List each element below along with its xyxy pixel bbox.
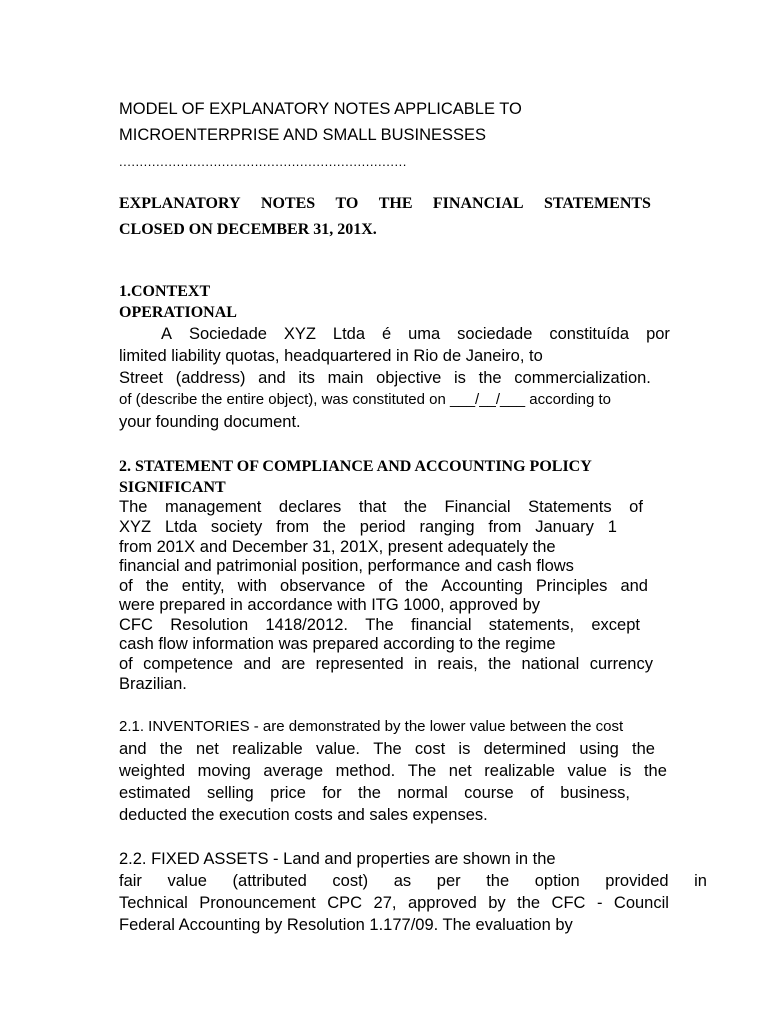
section1-line-3 (119, 368, 651, 388)
word: FINANCIAL (432, 195, 524, 212)
word: average (263, 762, 324, 780)
word: objective (376, 369, 442, 387)
word: moving (197, 762, 251, 780)
word: price (270, 784, 306, 802)
word: 27, (373, 894, 397, 912)
word: The (373, 740, 402, 758)
word: is (619, 762, 632, 780)
word: Resolution (170, 616, 249, 634)
word: weighted (119, 762, 186, 780)
section1-heading-2: OPERATIONAL (119, 304, 237, 321)
word: uma (408, 325, 441, 343)
section2-line-6: were prepared in accordance with ITG 1000, approved by (119, 596, 540, 614)
word: national (521, 655, 580, 673)
section2-line-2 (119, 517, 617, 537)
section22-line-2 (119, 871, 707, 891)
section1-line-5: your founding document. (119, 413, 301, 431)
section2-line-9 (119, 654, 653, 674)
word: period (359, 518, 406, 536)
word: the (322, 518, 346, 536)
word: of (119, 577, 133, 595)
word: entity, (181, 577, 225, 595)
word: commercialization. (514, 369, 651, 387)
section2-line-5 (119, 576, 648, 596)
word: STATEMENTS (543, 195, 651, 212)
word: provided (605, 872, 669, 890)
word: the (159, 740, 183, 758)
word: 1 (607, 518, 617, 536)
word: The (407, 762, 437, 780)
word: society (210, 518, 263, 536)
section2-line-10: Brazilian. (119, 675, 187, 693)
word: the (643, 762, 667, 780)
word: by (488, 894, 506, 912)
word: ranging (419, 518, 475, 536)
section1-heading-1: 1.CONTEXT (119, 283, 211, 300)
word: the (145, 577, 169, 595)
section1-line-4: of (describe the entire object), was constituted on ___/__/___ according to (119, 391, 611, 408)
section21-line-1: 2.1. INVENTORIES - are demonstrated by the lower value between the cost (119, 718, 624, 735)
section2-heading-1: 2. STATEMENT OF COMPLIANCE AND ACCOUNTING POLICY (119, 458, 592, 475)
section21-line-1 (119, 739, 655, 759)
word: declares (278, 498, 342, 516)
word: CFC (119, 616, 153, 634)
word: and (620, 577, 648, 595)
word: Ltda (332, 325, 366, 343)
word: method. (335, 762, 396, 780)
word: EXPLANATORY (119, 195, 241, 212)
word: January (535, 518, 594, 536)
word: Technical (119, 894, 188, 912)
word: business, (560, 784, 630, 802)
word: realizable (232, 740, 303, 758)
word: é (381, 325, 392, 343)
word: the (517, 894, 541, 912)
word: the (403, 498, 427, 516)
word: XYZ (119, 518, 152, 536)
word: in (414, 655, 427, 673)
word: of (629, 498, 643, 516)
word: the (405, 577, 429, 595)
word: per (436, 872, 461, 890)
section1-line-2: limited liability quotas, headquartered in Rio de Janeiro, to (119, 347, 543, 365)
word: of (378, 577, 393, 595)
word: value (567, 762, 607, 780)
word: with (237, 577, 267, 595)
word: of (530, 784, 544, 802)
word: statements, (488, 616, 575, 634)
word: estimated (119, 784, 191, 802)
word: sociedade (457, 325, 533, 343)
word: approved (407, 894, 477, 912)
word: the (632, 740, 655, 758)
word: competence (143, 655, 234, 673)
header-line-2: MICROENTERPRISE AND SMALL BUSINESSES (119, 126, 487, 144)
word: CPC (327, 894, 363, 912)
word: Principles (535, 577, 608, 595)
word: reais, (437, 655, 478, 673)
word: observance (280, 577, 366, 595)
word: (address) (175, 369, 246, 387)
title-line-1 (119, 194, 651, 214)
word: as (393, 872, 412, 890)
word: NOTES (260, 195, 316, 212)
word: Statements (528, 498, 612, 516)
word: and (119, 740, 147, 758)
word: represented (315, 655, 404, 673)
word: TO (335, 195, 359, 212)
word: the (478, 369, 502, 387)
word: The (119, 498, 148, 516)
word: option (534, 872, 580, 890)
word: XYZ (283, 325, 316, 343)
word: from (488, 518, 522, 536)
word: (attributed (232, 872, 307, 890)
word: currency (589, 655, 653, 673)
word: in (694, 872, 707, 890)
section22-line-4: Federal Accounting by Resolution 1.177/09. The evaluation by (119, 916, 573, 934)
section21-line-4: deducted the execution costs and sales expenses. (119, 806, 488, 824)
word: fair (119, 872, 142, 890)
word: from (276, 518, 310, 536)
word: and (258, 369, 286, 387)
section22-line-3 (119, 893, 669, 913)
word: Pronouncement (199, 894, 316, 912)
word: its (298, 369, 315, 387)
word: is (458, 740, 471, 758)
word: The (365, 616, 394, 634)
word: Street (119, 369, 164, 387)
word: that (358, 498, 387, 516)
word: is (453, 369, 466, 387)
word: using (579, 740, 619, 758)
word: are (281, 655, 306, 673)
section2-line-3: from 201X and December 31, 201X, present adequately the (119, 538, 556, 556)
header-line-1: MODEL OF EXPLANATORY NOTES APPLICABLE TO (119, 100, 522, 118)
word: value. (315, 740, 360, 758)
word: course (464, 784, 514, 802)
section21-line-2 (119, 761, 667, 781)
word: except (591, 616, 640, 634)
word: value (167, 872, 207, 890)
word: realizable (484, 762, 555, 780)
word: main (327, 369, 364, 387)
section21-line-3 (119, 783, 630, 803)
word: Financial (444, 498, 511, 516)
word: por (646, 325, 670, 343)
word: the (488, 655, 512, 673)
word: for (322, 784, 342, 802)
word: management (165, 498, 262, 516)
word: net (195, 740, 219, 758)
word: Sociedade (188, 325, 267, 343)
word: of (119, 655, 133, 673)
word: THE (378, 195, 413, 212)
word: Ltda (164, 518, 198, 536)
word: A (161, 325, 173, 343)
word: normal (397, 784, 448, 802)
word: net (448, 762, 472, 780)
word: 1418/2012. (265, 616, 349, 634)
word: Council (613, 894, 669, 912)
word: and (243, 655, 271, 673)
header-separator: ...................................................................... (119, 154, 407, 169)
word: CFC (551, 894, 586, 912)
word: - (596, 894, 603, 912)
section2-line-8: cash flow information was prepared according to the regime (119, 635, 556, 653)
word: the (486, 872, 510, 890)
word: Accounting (441, 577, 523, 595)
word: cost (414, 740, 446, 758)
word: determined (483, 740, 567, 758)
section1-line-1 (161, 324, 670, 344)
word: cost) (332, 872, 369, 890)
word: constituída (549, 325, 630, 343)
section22-line-1: 2.2. FIXED ASSETS - Land and properties are shown in the (119, 850, 556, 868)
section2-line-4: financial and patrimonial position, performance and cash flows (119, 557, 574, 575)
word: the (357, 784, 381, 802)
word: selling (206, 784, 254, 802)
section2-line-7 (119, 615, 640, 635)
section2-line-1 (119, 497, 643, 517)
title-line-2: CLOSED ON DECEMBER 31, 201X. (119, 221, 377, 238)
section2-heading-2: SIGNIFICANT (119, 479, 226, 496)
word: financial (410, 616, 472, 634)
